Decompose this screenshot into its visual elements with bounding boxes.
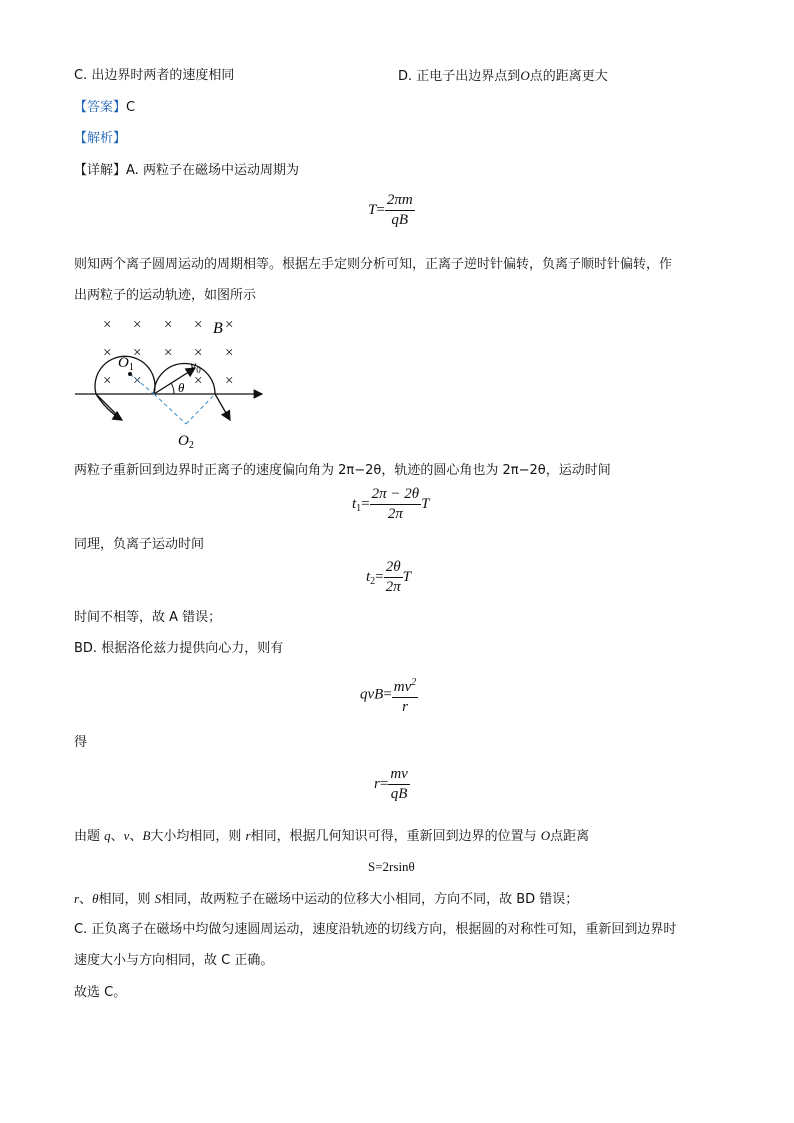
p7-q: q [104,828,111,843]
formula-radius-numerator: mv [388,766,410,785]
field-cross: × [194,345,203,361]
field-cross: × [103,345,112,361]
formula-radius [374,766,410,803]
radius-dashed-2 [154,394,186,424]
theta-arc [171,383,174,394]
formula-period-fraction [385,192,415,229]
radius-dashed-3 [186,394,215,424]
formula-lorentz-numerator [392,674,419,698]
formula-t2-lhs-sub: 2 [370,575,376,587]
field-label-B: B [213,320,223,337]
option-d-o: O [520,68,530,83]
p7-text-4: 点距离 [550,829,590,844]
option-d-text: 正电子出边界点到 [416,69,521,84]
field-cross: × [225,373,234,389]
formula-period-numerator: 2πm [385,192,415,211]
field-cross: × [164,345,173,361]
formula-t2-eq: = [375,568,384,585]
field-cross: × [103,317,112,333]
formula-t1-fraction [370,486,422,523]
p7-v: v [123,828,130,843]
field-cross: × [133,317,142,333]
p8-text-1: 、 [79,892,93,907]
formula-lorentz-fraction [392,674,419,716]
formula-period-lhs: T [368,201,377,218]
p7-text-2: 大小均相同，则 [150,829,246,844]
field-cross: × [194,373,203,389]
formula-radius-denominator: qB [390,786,408,802]
field-cross: × [194,317,203,333]
field-cross: × [225,317,234,333]
formula-t2-numerator: 2θ [384,559,403,578]
formula-lorentz-eq: = [383,686,392,703]
paragraph-6: 得 [74,735,88,750]
analysis-line [74,130,126,148]
formula-lorentz-num-sup: 2 [411,677,417,688]
negative-trajectory [154,364,215,394]
paragraph-1-line-1: 则知两个离子圆周运动的周期相等。根据左手定则分析可知，正离子逆时针偏转，负离子顺时针偏转，作 [74,257,673,272]
label-O2: $O_2$ [178,433,194,451]
formula-t1-lhs-sub: 1 [356,502,362,514]
p7-sep-2: 、 [129,829,143,844]
formula-radius-fraction [388,766,410,803]
paragraph-9-line-1: C. 正负离子在磁场中均做匀速圆周运动，速度沿轨迹的切线方向，根据圆的对称性可知，重新回到边界时 [74,922,677,937]
formula-lorentz-denominator: r [402,699,408,715]
conclusion: 故选 C。 [74,985,127,1000]
p7-O: O [540,828,551,843]
p8-text-2: 相同，则 [98,892,155,907]
answer-tag: 【答案】 [74,100,127,115]
p8-r: r [74,891,80,906]
formula-lorentz [360,674,418,716]
formula-t1 [352,486,430,523]
formula-displacement: S=2rsinθ [368,859,415,874]
p7-text-3: 相同，根据几何知识可得，重新回到边界的位置与 [250,829,541,844]
option-d [398,67,608,86]
answer-line [74,99,135,117]
paragraph-4: 时间不相等，故 A 错误； [74,610,222,625]
formula-t2-tail: T [402,568,411,585]
detail-line [74,162,299,180]
field-cross: × [133,373,142,389]
p8-S: S [154,891,162,906]
paragraph-5: BD. 根据洛伦兹力提供向心力，则有 [74,641,284,656]
field-cross: × [164,317,173,333]
velocity-arrow [154,368,195,394]
formula-t2-lhs: t [366,568,371,585]
p8-text-3: 相同，故两粒子在磁场中运动的位移大小相同，方向不同，故 BD 错误； [161,892,579,907]
formula-radius-lhs: r [374,775,380,792]
detail-tag: 【详解】 [74,163,127,178]
field-cross: × [225,345,234,361]
option-c [74,67,234,85]
formula-t2 [366,559,411,596]
detail-text: A. 两粒子在磁场中运动周期为 [126,163,299,178]
p8-theta: θ [92,891,99,906]
option-d-text-2: 点的距离更大 [529,69,608,84]
field-cross: × [103,373,112,389]
field-cross: × [133,345,142,361]
formula-t1-tail: T [421,495,430,512]
paragraph-2: 两粒子重新回到边界时正离子的速度偏向角为 2π−2θ，轨迹的圆心角也为 2π−2θ，运动时间 [74,463,611,478]
formula-period [368,192,415,229]
formula-t2-denominator: 2π [385,579,401,595]
p7-r: r [245,828,251,843]
paragraph-1-line-2: 出两粒子的运动轨迹，如图所示 [74,288,257,303]
option-c-text: 出边界时两者的速度相同 [91,68,235,83]
paragraph-9-line-2: 速度大小与方向相同，故 C 正确。 [74,953,274,968]
label-O1: $O_1$ [118,355,134,373]
label-v0: $v_0$ [190,359,201,375]
p7-B: B [142,828,151,843]
option-d-label: D. [398,69,413,84]
option-c-label: C. [74,68,88,83]
analysis-tag: 【解析】 [74,131,127,146]
formula-t1-numerator: 2π − 2θ [370,486,422,505]
formula-lorentz-num-text: mv [393,679,412,695]
p7-text-1: 由题 [74,829,105,844]
formula-t2-fraction [384,559,403,596]
formula-period-eq: = [376,201,385,218]
formula-lorentz-lhs: qvB [360,686,384,703]
label-theta: θ [178,380,185,395]
trajectory-figure [70,310,270,455]
formula-period-denominator: qB [391,212,409,228]
answer-value: C [126,100,136,115]
formula-radius-eq: = [379,775,389,792]
paragraph-7 [74,827,589,846]
paragraph-8 [74,890,578,909]
p7-sep-1: 、 [110,829,124,844]
formula-t1-denominator: 2π [387,506,403,522]
formula-t1-lhs: t [352,495,357,512]
negative-exit-arrow [215,394,230,420]
formula-t1-eq: = [361,495,370,512]
paragraph-3: 同理，负离子运动时间 [74,537,205,552]
